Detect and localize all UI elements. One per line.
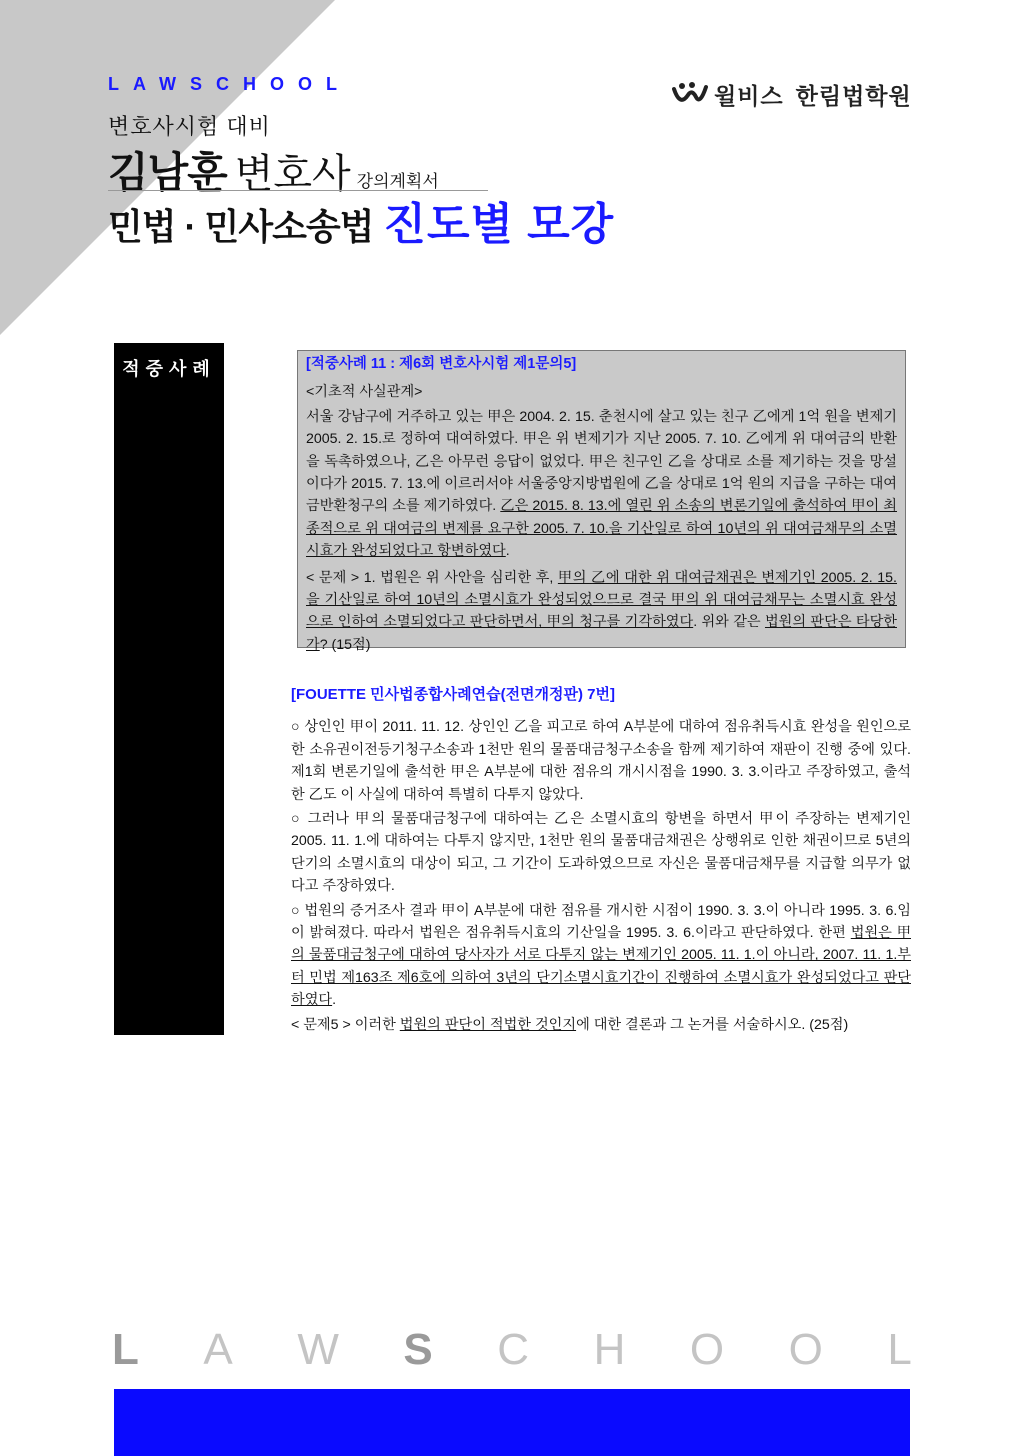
question-underlined-2: 법원의 판단은 타당한가 [306,614,897,653]
document-type: 강의계획서 [356,172,439,191]
footer-letter: A [203,1325,233,1374]
exam-title: 변호사시험 대비 [108,114,271,139]
bullet-2: ○ 그러나 甲의 물품대금청구에 대하여는 乙은 소멸시효의 항변을 하면서 甲이 주장하는 변제기인 2005. 11. 1.에 대하여는 다투지 않지만, 1천만 원의 물품대금채권은 상행위로 인한 채권이므로 5년의 단기의 소멸시효의 대상이 되고, 그 기간이 도과하였으므로 자신은 물품대금채무를 지급할 의무가 없다고 주장하였다. [291,811,911,895]
facts-end: . [505,543,510,560]
fouette-heading: [FOUETTE 민사법종합사례연습(전면개정판) 7번] [291,686,616,703]
footer-letter: S [403,1325,433,1374]
footer-letter: W [297,1325,339,1374]
instructor-name: 김남훈 [108,149,227,196]
case-box [297,350,906,653]
question-underlined: 甲의 乙에 대한 위 대여금채권은 변제기인 2005. 2. 15.을 기산일로 하여 10년의 소멸시효가 완성되었으므로 결국 甲의 위 대여금채무는 소멸시효 완성으로 인하여 소멸되었다고 판단하면서, 甲의 청구를 기각하였다 [306,569,897,631]
course-name: 진도별 모강 [383,200,615,249]
fouette-section [291,684,911,1036]
logo-text-willbes: 윌비스 [714,83,784,109]
bullet-3-end: . [332,992,337,1009]
sidebar-label: 적중사례 [122,359,216,379]
bullet-3 [291,900,911,1012]
bullet-1: ○ 상인인 甲이 2011. 11. 12. 상인인 乙을 피고로 하여 A부분에 대하여 점유취득시효 완성을 원인으로 한 소유권이전등기청구소송과 1천만 원의 물품대금청구소송을 함께 제기하여 재판이 진행 중에 있다. 제1회 변론기일에 출석한 甲은 A부분에 대한 점유의 개시시점을 1990. 3. 3.이라고 주장하였고, 출석한 乙도 이 사실에 대하여 특별히 다투지 않았다. [291,719,911,803]
footer-letter: H [593,1325,626,1374]
question-mid: . 위와 같은 [693,614,765,631]
logo-text-hanlim: 한림법학원 [795,83,912,109]
facts-text: 서울 강남구에 거주하고 있는 甲은 2004. 2. 15. 춘천시에 살고 있는 친구 乙에게 1억 원을 변제기 2005. 2. 15.로 정하여 대여하였다. 甲은 위 변제기가 지난 2005. 7. 10. 乙에게 위 대여금의 반환을 독촉하였으나, 乙은 아무런 응답이 없었다. 甲은 친구인 乙을 상대로 소를 제기하는 것을 망설이다가 2015. 7. 13.에 이르러서야 서울중앙지방법원에 乙을 상대로 1억 원의 지급을 구하는 대여금반환청구의 소를 제기하였다. [306,408,897,515]
question-end: ? (15점) [319,636,371,653]
question-5 [291,1014,911,1036]
academy-logo [672,78,912,111]
course-title [108,188,614,252]
footer-wordmark [112,1325,912,1375]
brand-wordmark: LAWSCHOOL [108,74,351,94]
footer-letter: O [788,1325,823,1374]
case-heading: [적중사례 11 : 제6회 변호사시험 제1문의5] [306,356,577,372]
footer-letter: L [112,1325,139,1374]
case-subheading: <기초적 사실관계> [306,384,423,401]
bullet-3-underlined: 법원은 甲의 물품대금청구에 대하여 당사자가 서로 다투지 않는 변제기인 2005. 11. 1.이 아니라, 2007. 11. 1.부터 민법 제163조 제6호에 의하여 3년의 단기소멸시효기간이 진행하여 소멸시효가 완성되었다고 판단하였다 [291,925,911,1009]
question-prefix: < 문제 > 1. 법원은 위 사안을 심리한 후, [306,569,558,586]
footer-letter: O [689,1325,725,1374]
subject-name: 민법 · 민사소송법 [108,206,374,247]
q5-underlined: 법원의 판단이 적법한 것인지 [399,1016,577,1033]
footer-bar [114,1389,910,1456]
instructor-title: 변호사 [234,152,351,196]
logo-mark-icon [672,81,708,109]
case-question [306,567,897,657]
footer-letter: C [497,1325,530,1374]
bullet-3-text: ○ 법원의 증거조사 결과 甲이 A부분에 대한 점유를 개시한 시점이 1990. 3. 3.이 아니라 1995. 3. 6.임이 밝혀졌다. 따라서 법원은 점유취득시효의 기산일을 1995. 3. 6.이라고 판단하였다. 한편 [291,902,911,942]
q5-end: 에 대한 결론과 그 논거를 서술하시오. (25점) [576,1016,849,1033]
footer-letter: L [887,1325,912,1374]
sidebar-bar [114,343,224,1035]
facts-underlined: 乙은 2015. 8. 13.에 열린 위 소송의 변론기일에 출석하여 甲이 최종적으로 위 대여금의 변제를 요구한 2005. 7. 10.을 기산일로 하여 10년의 위 대여금채무의 소멸시효가 완성되었다고 항변하였다 [306,498,898,560]
q5-prefix: < 문제5 > 이러한 [291,1016,400,1033]
case-facts [306,406,897,563]
